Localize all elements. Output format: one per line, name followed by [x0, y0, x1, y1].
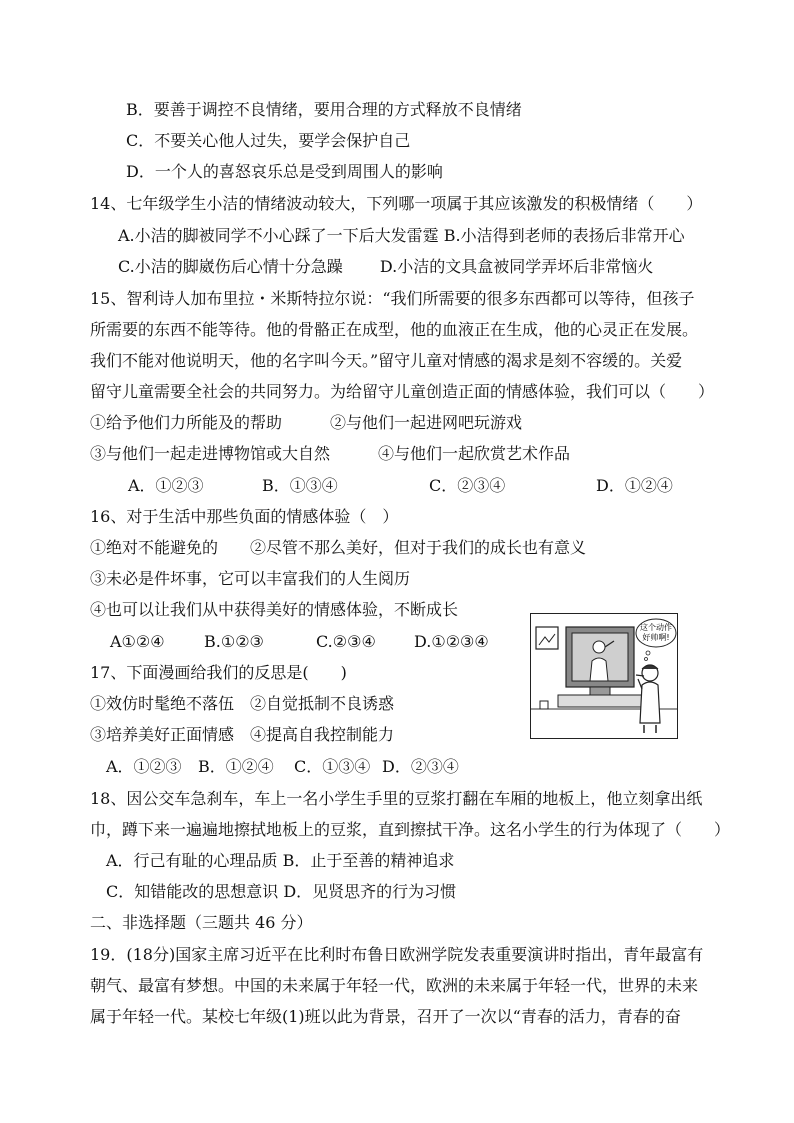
q15-stem-line2: 所需要的东西不能等待。他的骨骼正在成型，他的血液正在生成，他的心灵正在发展。 [90, 320, 699, 339]
q14-options-cd: C.小洁的脚崴伤后心情十分急躁 D.小洁的文具盒被同学弄坏后非常恼火 [118, 257, 654, 276]
q16-option-c: C.②③④ [316, 632, 376, 651]
q15-option-b: B．①③④ [262, 476, 338, 495]
q17-stem: 17、下面漫画给我们的反思是( ) [90, 663, 347, 682]
q17-statements-12: ①效仿时髦绝不落伍 ②自觉抵制不良诱惑 [90, 694, 395, 713]
q15-option-d: D．①②④ [596, 476, 673, 495]
q17-option-b: B．①②④ [198, 757, 274, 776]
cartoon-illustration [530, 613, 678, 739]
speech-text-line1: 这个动作 [640, 623, 672, 632]
q17-option-a: A．①②③ [106, 757, 182, 776]
q14-stem: 14、七年级学生小洁的情绪波动较大，下列哪一项属于其应该激发的积极情绪（ ） [90, 194, 703, 213]
q15-stem-line1: 15、智利诗人加布里拉・米斯特拉尔说：“我们所需要的很多东西都可以等待，但孩子 [90, 289, 695, 308]
q15-option-a: A．①②③ [128, 476, 204, 495]
q13-option-b: B．要善于调控不良情绪，要用合理的方式释放不良情绪 [126, 100, 522, 119]
q19-stem-line2: 朝气、最富有梦想。中国的未来属于年轻一代，欧洲的未来属于年轻一代，世界的未来 [90, 976, 699, 995]
q17-statements-34: ③培养美好正面情感 ④提高自我控制能力 [90, 725, 395, 744]
q19-stem-line3: 属于年轻一代。某校七年级(1)班以此为背景，召开了一次以“青春的活力，青春的奋 [90, 1007, 681, 1026]
q15-statements-12: ①给予他们力所能及的帮助 ②与他们一起进网吧玩游戏 [90, 413, 523, 432]
q13-option-d: D．一个人的喜怒哀乐总是受到周围人的影响 [126, 162, 443, 181]
q15-stem-line3: 我们不能对他说明天，他的名字叫今天。”留守儿童对情感的渴求是刻不容缓的。关爱 [90, 351, 683, 370]
q16-statements-12: ①绝对不能避免的 ②尽管不那么美好，但对于我们的成长也有意义 [90, 538, 587, 557]
q17-option-c: C．①③④ [294, 757, 371, 776]
q19-stem-line1: 19．(18分)国家主席习近平在比利时布鲁日欧洲学院发表重要演讲时指出，青年最富有 [90, 945, 704, 964]
q18-options-ab: A．行己有耻的心理品质 B．止于至善的精神追求 [106, 851, 455, 870]
q18-options-cd: C．知错能改的思想意识 D．见贤思齐的行为习惯 [106, 882, 457, 901]
q16-option-d: D.①②③④ [414, 632, 489, 651]
q16-statement-4: ④也可以让我们从中获得美好的情感体验，不断成长 [90, 600, 459, 619]
q18-stem-line2: 巾，蹲下来一遍遍地擦拭地板上的豆浆，直到擦拭干净。这名小学生的行为体现了（ ） [90, 820, 731, 839]
q15-stem-line4: 留守儿童需要全社会的共同努力。为给留守儿童创造正面的情感体验，我们可以（ ） [90, 382, 715, 401]
q18-stem-line1: 18、因公交车急刹车，车上一名小学生手里的豆浆打翻在车厢的地板上，他立刻拿出纸 [90, 789, 703, 808]
q13-option-c: C．不要关心他人过失，要学会保护自己 [126, 131, 411, 150]
q15-option-c: C．②③④ [429, 476, 506, 495]
q15-statements-34: ③与他们一起走进博物馆或大自然 ④与他们一起欣赏艺术作品 [90, 444, 571, 463]
q16-stem: 16、对于生活中那些负面的情感体验（ ） [90, 507, 399, 526]
section-heading: 二、非选择题（三题共 46 分） [90, 913, 313, 932]
q16-option-b: B.①②③ [204, 632, 264, 651]
q16-statement-3: ③未必是件坏事，它可以丰富我们的人生阅历 [90, 569, 411, 588]
q16-option-a: A①②④ [110, 632, 165, 651]
q14-options-ab: A.小洁的脚被同学不小心踩了一下后大发雷霆 B.小洁得到老师的表扬后非常开心 [118, 226, 685, 245]
speech-text-line2: 好帅啊! [642, 633, 670, 642]
q17-option-d: D．②③④ [382, 757, 459, 776]
